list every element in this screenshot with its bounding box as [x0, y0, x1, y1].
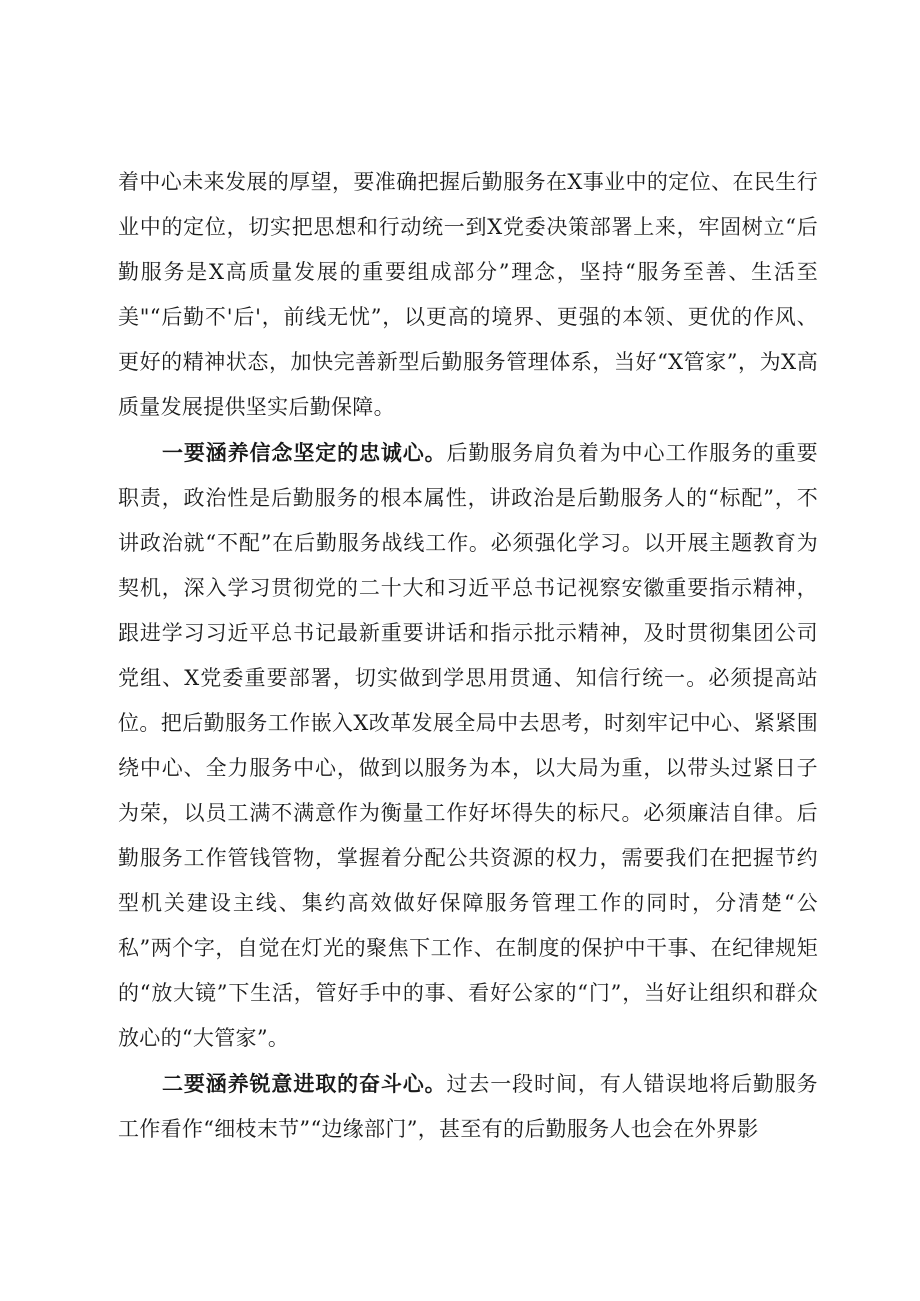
paragraph-text: 后勤服务肩负着为中心工作服务的重要职责，政治性是后勤服务的根本属性，讲政治是后勤服务人的“标配”，不讲政治就“不配”在后勤服务战线工作。必须强化学习。以开展主题教育为契机，深入学习贯彻党的二十大和习近平总书记视察安徽重要指示精神，跟进学习习近平总书记最新重要讲话和指示批示精神，及时贯彻集团公司党组、X党委重要部署，切实做到学思用贯通、知信行统一。必须提高站位。把后勤服务工作嵌入X改革发展全局中去思考，时刻牢记中心、紧紧围绕中心、全力服务中心，做到以服务为本，以大局为重，以带头过紧日子为荣，以员工满不满意作为衡量工作好坏得失的标尺。必须廉洁自律。后勤服务工作管钱管物，掌握着分配公共资源的权力，需要我们在把握节约型机关建设主线、集约高效做好保障服务管理工作的同时，分清楚“公私”两个字，自觉在灯光的聚焦下工作、在制度的保护中干事、在纪律规矩的“放大镜”下生活，管好手中的事、看好公家的“门”，当好让组织和群众放心的“大管家”。	[118, 441, 818, 1050]
paragraph-striving	[118, 1061, 818, 1152]
paragraph-lead-heading: 二要涵养锐意进取的奋斗心。	[162, 1071, 447, 1096]
paragraph-loyalty	[118, 430, 818, 1061]
paragraph-text: 着中心未来发展的厚望，要准确把握后勤服务在X事业中的定位、在民生行业中的定位，切实把思想和行动统一到X党委决策部署上来，牢固树立“后勤服务是X高质量发展的重要组成部分”理念，坚持“服务至善、生活至美"“后勤不'后'，前线无忧”，以更高的境界、更强的本领、更优的作风、更好的精神状态，加快完善新型后勤服务管理体系，当好“X管家”，为X高质量发展提供坚实后勤保障。	[118, 170, 818, 419]
paragraph-continuation	[118, 160, 818, 430]
paragraph-text: 过去一段时间，有人错误地将后勤服务工作看作“细枝末节”“边缘部门”，甚至有的后勤服务人也会在外界影	[118, 1072, 818, 1141]
paragraph-lead-heading: 一要涵养信念坚定的忠诚心。	[162, 440, 447, 465]
body-text	[118, 160, 818, 1152]
